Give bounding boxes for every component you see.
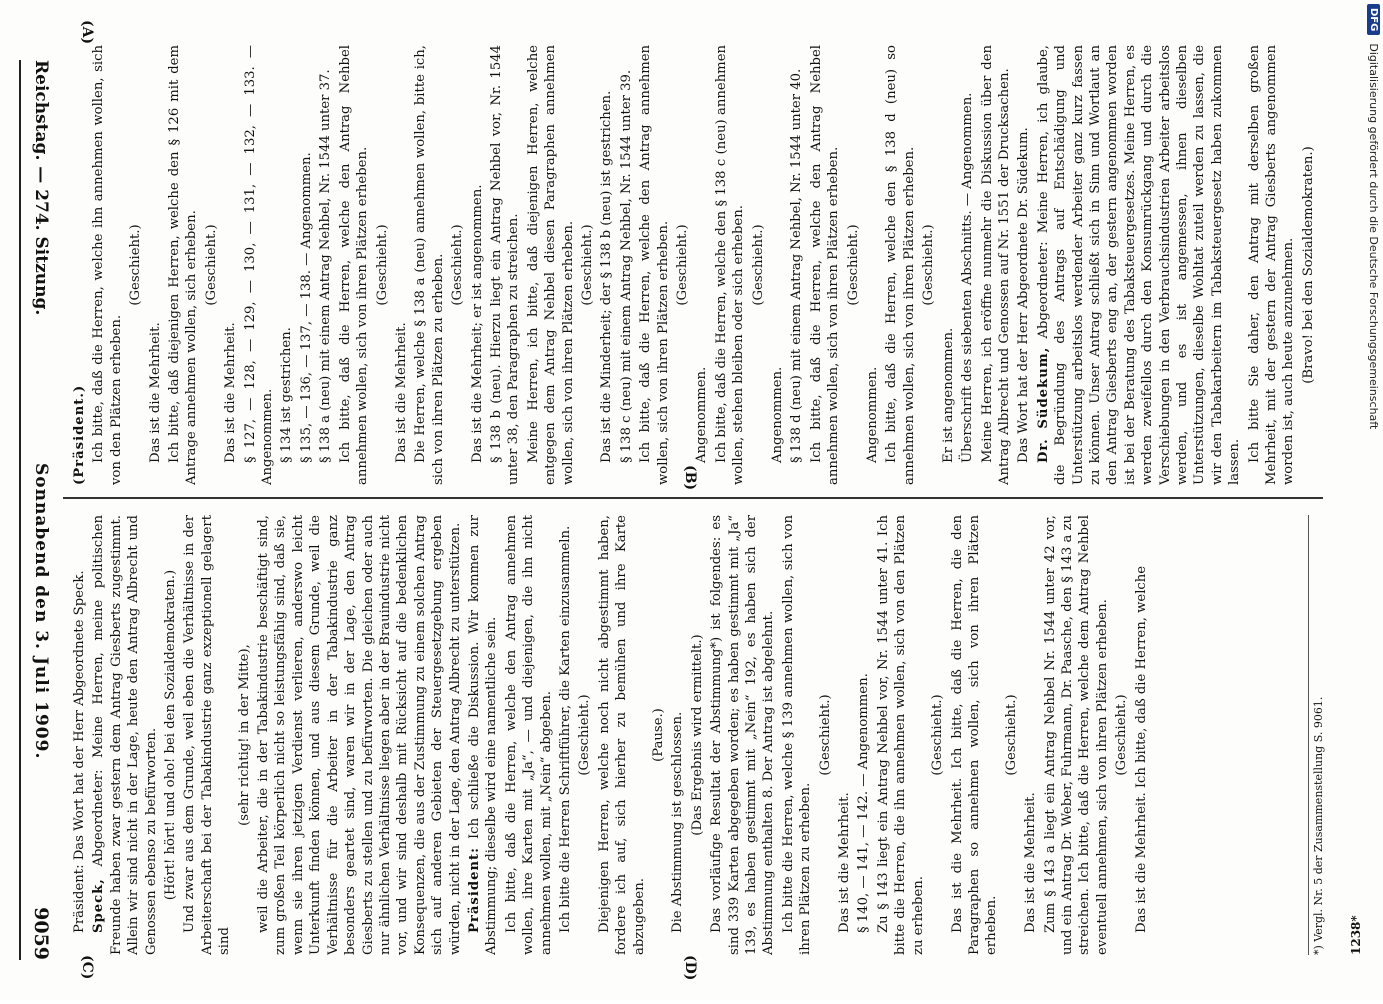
digitization-credit	[1365, 4, 1383, 1004]
stage-direction: (Geschieht.)	[203, 224, 219, 306]
text-paragraph: § 135, — 136, — 137, — 138. — Angenommen.	[298, 152, 314, 463]
margin-marker-c: (C)	[79, 955, 95, 980]
text-paragraph: § 138 a (neu) mit einem Antrag Nehbel, Nr. 1544 unter 37.	[318, 69, 334, 463]
text-paragraph: Meine Herren, ich bitte, daß diejenigen Herren, welche entgegen dem Antrag Nehbel diesen Paragraphen annehmen wollen, sich von ihren Plätzen erheben.	[525, 45, 576, 485]
speech-text: Ich schließe die Diskussion. Wir kommen zur Abstimmung; dieselbe wird eine namentliche sein.	[466, 515, 500, 955]
speech-text: Abgeordneter: Meine Herren, meine politischen Freunde haben zwar gestern dem Antrag Giesberts zugestimmt. Allein wir sind nicht in der Lage, heute den Antrag Albrecht und Genossen ebenso zu befürworten.	[91, 515, 159, 955]
stage-direction: (Geschieht.)	[1003, 694, 1019, 776]
text-paragraph: Ich bitte, daß die Herren, welche den Antrag Nehbel annehmen wollen, sich von ihren Plätzen erheben.	[337, 45, 371, 485]
text-paragraph: Das ist die Mehrheit.	[147, 322, 163, 463]
text-paragraph: Angenommen.	[770, 366, 786, 463]
text-paragraph: Ich bitte, daß die Herren, welche den Antrag annehmen wollen, sich von ihren Plätzen erheben.	[638, 45, 671, 485]
text-paragraph: Zu § 143 liegt ein Antrag Nehbel vor, Nr. 1544 unter 41. Ich bitte die Herren, die ihn annehmen wollen, sich von den Plätzen zu erheben.	[875, 515, 926, 955]
text-paragraph: Das Wort hat der Herr Abgeordnete Dr. Südekum.	[1016, 127, 1032, 463]
text-paragraph: Angenommen.	[865, 366, 881, 463]
header-session: Reichstag. — 274. Sitzung.	[31, 60, 51, 316]
stage-direction: (Geschieht.)	[450, 224, 466, 306]
text-paragraph: Ich bitte Sie daher, den Antrag mit derselben großen Mehrheit, mit der gestern der Antrag Giesberts angenommen worden ist, auch heute anzunehmen.	[1246, 45, 1297, 485]
text-paragraph: § 134 ist gestrichen.	[279, 327, 295, 463]
text-paragraph: Ich bitte, daß diejenigen Herren, welche den § 126 mit dem Antrage annehmen wollen, sich erheben.	[167, 45, 200, 485]
text-paragraph: Das ist die Mehrheit.	[223, 322, 239, 463]
header-date: Sonnabend den 3. Juli 1909.	[31, 463, 51, 760]
page-header	[19, 60, 61, 960]
stage-direction: (Geschieht.)	[577, 694, 593, 776]
text-paragraph: Und zwar aus dem Grunde, weil eben die Verhältnisse in der Arbeiterschaft bei der Tabakindustrie ganz exzeptionell gelagert sind	[182, 515, 233, 955]
stage-direction: (Geschieht.)	[1114, 694, 1130, 776]
text-paragraph: § 138 b (neu). Hierzu liegt ein Antrag Nehbel vor, Nr. 1544 unter 38, den Paragraphen zu streichen.	[488, 45, 522, 485]
text-paragraph: § 138 c (neu) mit einem Antrag Nehbel, Nr. 1544 unter 39.	[618, 69, 634, 463]
speaker-heading: (Präsident.)	[72, 384, 87, 485]
margin-marker-b: (B)	[682, 465, 698, 491]
text-paragraph: Zum § 143 a liegt ein Antrag Nehbel Nr. 1544 unter 42 vor, und ein Antrag Dr. Weber, Fuhrmann, Dr. Paasche, den § 143 a zu streichen. Ich bitte, daß die Herren, welche dem Antrag Nehbel eventuell annehmen, sich von ihren Plätzen erheben.	[1042, 515, 1110, 955]
margin-marker-d: (D)	[682, 955, 698, 981]
stage-direction: (sehr richtig! in der Mitte),	[236, 644, 252, 826]
page-number: 9059	[30, 907, 52, 960]
credit-text: Digitalisierung gefördert durch die Deutsche Forschungsgemeinschaft	[1367, 43, 1381, 430]
text-paragraph: Er ist angenommen.	[940, 327, 956, 463]
text-paragraph: Überschrift des siebenten Abschnitts. — Angenommen.	[960, 92, 976, 463]
stage-direction: (Das Ergebnis wird ermittelt.)	[689, 634, 705, 836]
text-paragraph: Die Abstimmung ist geschlossen.	[670, 711, 686, 933]
text-paragraph: Ich bitte, daß die Herren, welche den Antrag Nehbel annehmen wollen, sich von ihren Plätzen erheben.	[808, 45, 842, 485]
text-paragraph: Ich bitte, daß die Herren, welche den § 138 d (neu) so annehmen wollen, sich von ihren Plätzen erheben.	[884, 45, 917, 485]
text-paragraph: Ich bitte die Herren, welche § 139 annehmen wollen, sich von ihren Plätzen zu erheben.	[780, 515, 814, 955]
stage-direction: (Pause.)	[651, 708, 666, 762]
text-paragraph: Ich bitte die Herren Schriftführer, die Karten einzusammeln.	[557, 525, 573, 933]
stage-direction: (Geschieht.)	[921, 224, 937, 306]
text-paragraph: Ich bitte, daß die Herren, welche den § 138 c (neu) annehmen wollen, stehen bleiben oder sich erheben.	[713, 45, 747, 485]
right-text-column	[71, 515, 1333, 955]
stage-direction: (Geschieht.)	[579, 224, 595, 306]
stage-direction: (Hört! hört! und oho! bei den Sozialdemokraten.)	[163, 569, 179, 901]
stage-direction: (Geschieht.)	[374, 224, 390, 306]
text-paragraph: Das ist die Mehrheit.	[393, 322, 409, 463]
stage-direction: (Geschieht.)	[750, 224, 766, 306]
speaker-name: Speck,	[91, 878, 107, 933]
text-paragraph: Diejenigen Herren, welche noch nicht abgestimmt haben, fordere ich auf, sich hierher zu bemühen und ihre Karte abzugeben.	[596, 515, 647, 955]
text-paragraph: Präsident: Das Wort hat der Herr Abgeordnete Speck.	[72, 570, 87, 933]
stage-direction: (Geschieht.)	[817, 694, 833, 776]
text-paragraph: § 138 d (neu) mit einem Antrag Nehbel, Nr. 1544 unter 40.	[789, 68, 805, 463]
text-paragraph: Das ist die Mehrheit. Ich bitte, daß die Herren, welche	[1133, 565, 1149, 933]
stage-direction: (Geschieht.)	[128, 224, 144, 306]
margin-marker-a: (A)	[79, 20, 95, 45]
signature-mark: 1238*	[1349, 915, 1363, 955]
text-paragraph: Ich bitte, daß die Herren, welche den Antrag annehmen wollen, ihre Karten mit „Ja“, — und diejenigen, die ihn nicht annehmen wollen, mit „Nein“ abgeben.	[503, 515, 554, 955]
text-paragraph: Das ist die Mehrheit; er ist angenommen.	[469, 184, 485, 463]
text-paragraph: § 127, — 128, — 129, — 130, — 131, — 132, — 133. — Angenommen.	[242, 45, 276, 485]
stage-direction: (Bravo! bei den Sozialdemokraten.)	[1300, 146, 1316, 384]
stage-direction: (Geschieht.)	[930, 694, 946, 776]
left-text-column	[71, 45, 1333, 485]
footnote: *) Vergl. Nr. 5 der Zusammenstellung S. 9061.	[1308, 515, 1325, 955]
text-paragraph: Ich bitte, daß die Herren, welche ihn annehmen wollen, sich von den Plätzen erheben.	[91, 45, 124, 485]
stage-direction: (Geschieht.)	[675, 224, 690, 306]
text-paragraph: Das ist die Mehrheit. Ich bitte, daß die Herren, die den Paragraphen so annehmen wollen, sich von ihren Plätzen erheben.	[949, 515, 1000, 955]
stage-direction: (Geschieht.)	[845, 224, 861, 306]
speech-text: Abgeordneter: Meine Herren, ich glaube, die Begründung des Antrags auf Entschädigung und Unterstützung arbeitslos werdender Arbeiter ganz kurz fassen zu können. Unser Antrag schließt sich in Sinn und Wortlaut an den Antrag Giesberts eng an, der gestern angenommen worden ist bei der Beratung des Tabaksteuergesetzes. Meine Herren, es werden zweifellos durch den Konsumrückgang und durch die Verschiebungen in den Verbrauchsindustrien Arbeiter arbeitslos werden, und es ist angemessen, ihnen dieselben Unterstützungen, dieselbe Wohltat zuteil werden zu lassen, die wir den Tabakarbeitern im Tabaksteuergesetz haben zukommen lassen.	[1035, 45, 1243, 485]
text-paragraph: Angenommen.	[694, 366, 710, 463]
column-divider	[63, 497, 1323, 499]
text-paragraph: Meine Herren, ich eröffne nunmehr die Diskussion über den Antrag Albrecht und Genossen auf Nr. 1551 der Drucksachen.	[979, 45, 1012, 485]
text-paragraph: § 140, — 141, — 142. — Angenommen.	[856, 673, 872, 933]
speech-paragraph	[466, 515, 501, 955]
text-paragraph: Das ist die Minderheit; der § 138 b (neu) ist gestrichen.	[599, 90, 615, 463]
text-paragraph: Das vorläufige Resultat der Abstimmung*) ist folgendes: es sind 339 Karten abgegeben worden; es haben gestimmt mit „Ja“ 139, es haben gestimmt mit „Nein“ 192, es haben sich der Abstimmung enthalten 8. Der Antrag ist abgelehnt.	[709, 515, 777, 955]
text-paragraph: Das ist die Mehrheit.	[837, 792, 853, 933]
text-paragraph: weil die Arbeiter, die in der Tabakindustrie beschäftigt sind, zum großen Teil körperlich nicht so leistungsfähig sind, daß sie, wenn sie ihren jetzigen Verdienst verlieren, anderswo leicht Unterkunft finden können, und aus diesem Grunde, weil die Verhältnisse für die Arbeiter in der Tabakindustrie ganz besonders geartet sind, waren wir in der Lage, den Antrag Giesberts zu stellen und zu befürworten. Die gleichen oder auch nur ähnlichen Verhältnisse liegen aber in der Brauindustrie nicht vor, und wir sind deshalb mit Rücksicht auf die bedenklichen Konsequenzen, die aus der Zustimmung zu einem solchen Antrag sich auf anderen Gebieten der Steuergesetzgebung ergeben würden, nicht in der Lage, den Antrag Albrecht zu unterstützen.	[256, 515, 463, 955]
speech-paragraph	[1035, 45, 1244, 485]
text-paragraph: Das ist die Mehrheit.	[1023, 792, 1039, 933]
speaker-name: Präsident:	[466, 846, 482, 933]
speech-paragraph	[90, 515, 160, 955]
dfg-logo: DFG	[1368, 4, 1381, 35]
speaker-name: Dr. Südekum,	[1035, 346, 1051, 463]
text-paragraph: Die Herren, welche § 138 a (neu) annehmen wollen, bitte ich, sich von ihren Plätzen zu erheben.	[413, 45, 446, 485]
